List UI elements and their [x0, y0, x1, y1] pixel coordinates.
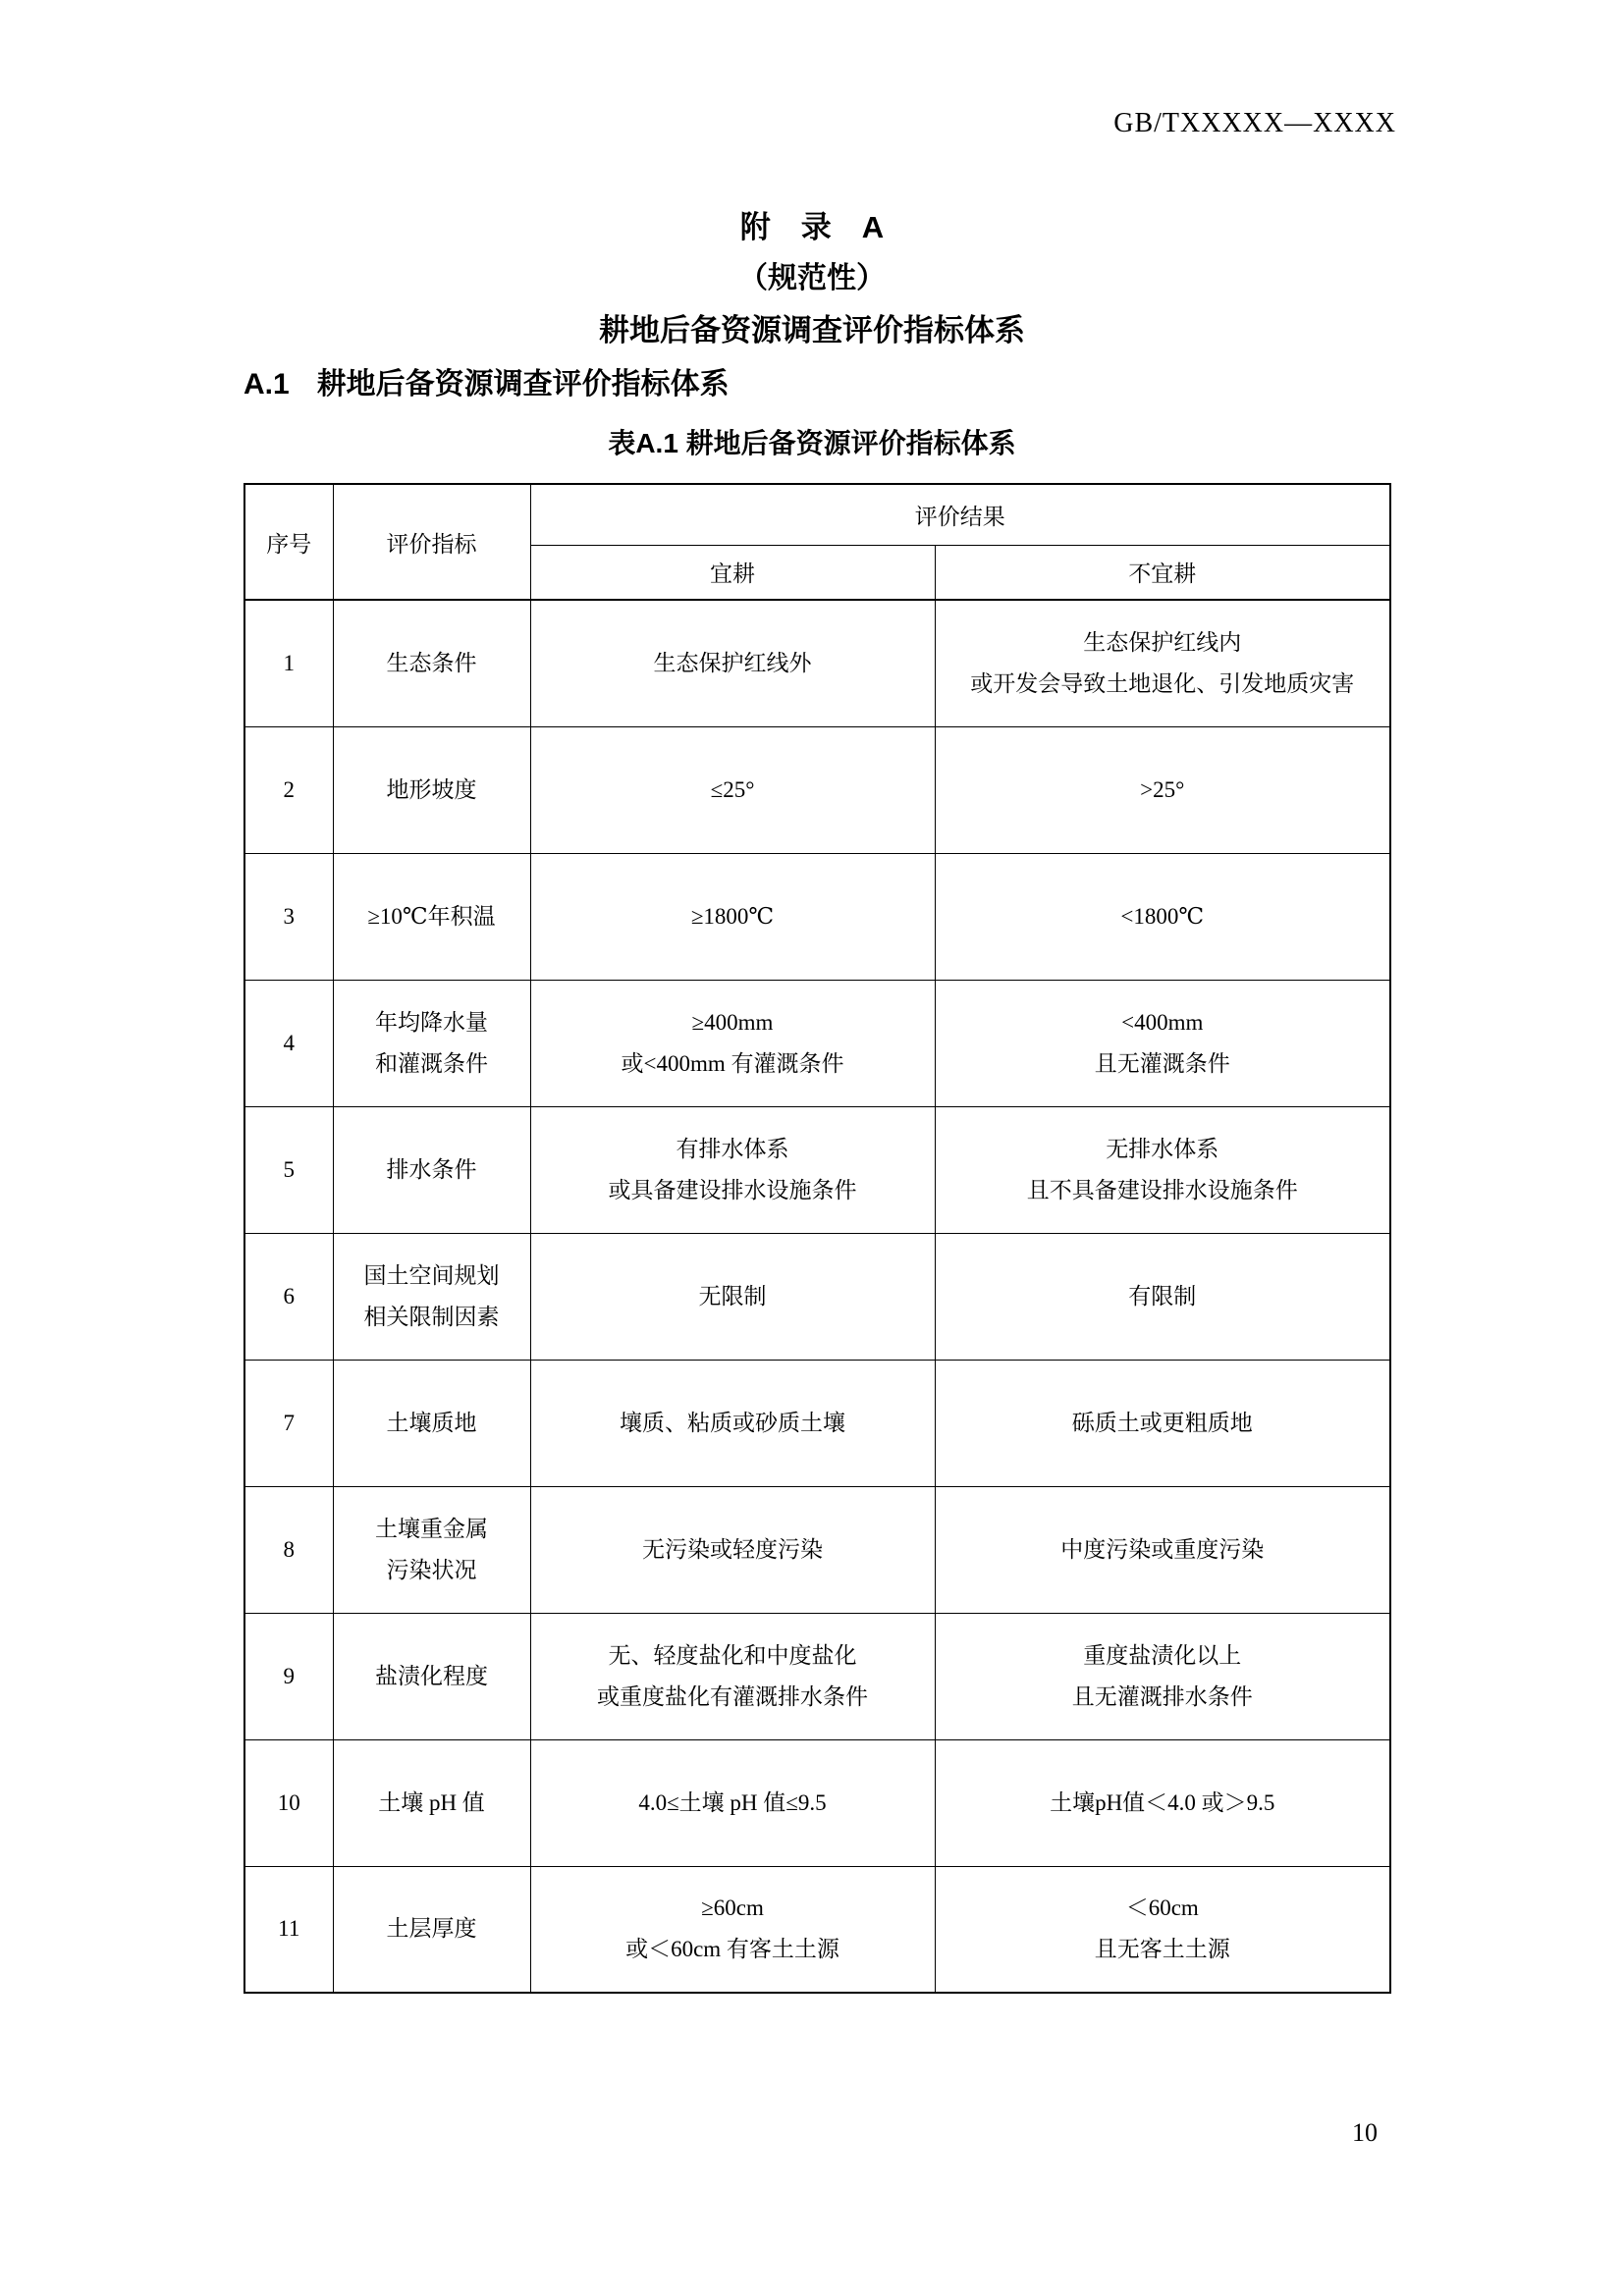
cell-line: <400mm	[1121, 1009, 1204, 1035]
cell-line: 土壤重金属	[375, 1516, 488, 1541]
cell-line: 重度盐渍化以上	[1083, 1642, 1242, 1668]
unsuitable-cell	[935, 1486, 1390, 1613]
section-number: A.1	[244, 368, 290, 400]
cell-line: 土壤pH值＜4.0 或＞9.5	[1050, 1789, 1275, 1815]
table-row	[244, 726, 1390, 853]
indicator-cell	[333, 726, 530, 853]
suitable-cell	[530, 726, 935, 853]
cell-line: 或＜60cm 有客土土源	[625, 1937, 839, 1962]
column-header-suitable: 宜耕	[530, 545, 935, 600]
column-header-index: 序号	[244, 484, 333, 600]
suitable-cell	[530, 980, 935, 1106]
cell-line: 生态保护红线内	[1083, 629, 1242, 655]
table-row	[244, 1739, 1390, 1866]
table-row	[244, 1613, 1390, 1739]
cell-line: 无排水体系	[1106, 1136, 1219, 1161]
row-number-cell	[244, 1739, 333, 1866]
cell-line: 有限制	[1128, 1283, 1197, 1308]
indicator-cell	[333, 1613, 530, 1739]
unsuitable-cell	[935, 1106, 1390, 1233]
suitable-cell	[530, 1613, 935, 1739]
cell-line: 有排水体系	[676, 1136, 789, 1161]
standard-number-header: GB/TXXXXX—XXXX	[1113, 108, 1396, 138]
cell-line: 相关限制因素	[363, 1304, 500, 1329]
row-number-cell	[244, 1613, 333, 1739]
cell-line: 或<400mm 有灌溉条件	[621, 1050, 844, 1076]
indicator-cell	[333, 980, 530, 1106]
indicator-cell	[333, 1486, 530, 1613]
table-caption: 表A.1 耕地后备资源评价指标体系	[608, 428, 1016, 458]
suitable-cell	[530, 853, 935, 980]
suitable-cell	[530, 1866, 935, 1993]
unsuitable-cell	[935, 726, 1390, 853]
indicator-cell	[333, 1106, 530, 1233]
unsuitable-cell	[935, 1613, 1390, 1739]
row-number-cell	[244, 1233, 333, 1360]
cell-line: 6	[283, 1283, 295, 1308]
unsuitable-cell	[935, 1360, 1390, 1486]
unsuitable-cell	[935, 1233, 1390, 1360]
cell-line: 壤质、粘质或砂质土壤	[620, 1410, 845, 1435]
cell-line: ≥60cm	[701, 1896, 764, 1921]
cell-line: 砾质土或更粗质地	[1071, 1410, 1253, 1435]
cell-line: 排水条件	[386, 1156, 477, 1182]
row-number-cell	[244, 1360, 333, 1486]
row-number-cell	[244, 1486, 333, 1613]
cell-line: 或重度盐化有灌溉排水条件	[597, 1683, 868, 1709]
cell-line: <1800℃	[1120, 903, 1205, 929]
cell-line: 4	[283, 1030, 295, 1055]
cell-line: 且无灌溉条件	[1094, 1050, 1230, 1076]
column-header-result: 评价结果	[530, 484, 1390, 545]
cell-line: 土层厚度	[386, 1916, 477, 1942]
header-row-1	[244, 484, 1390, 545]
cell-line: ≤25°	[710, 776, 755, 802]
cell-line: 国土空间规划	[363, 1262, 500, 1288]
cell-line: 生态条件	[386, 650, 477, 675]
row-number-cell	[244, 1106, 333, 1233]
cell-line: 9	[283, 1663, 295, 1688]
cell-line: 4.0≤土壤 pH 值≤9.5	[638, 1789, 827, 1815]
evaluation-indicator-table	[244, 483, 1391, 1994]
indicator-cell	[333, 853, 530, 980]
cell-line: 盐渍化程度	[375, 1663, 488, 1688]
cell-line: 无污染或轻度污染	[642, 1536, 823, 1562]
table-row	[244, 1233, 1390, 1360]
row-number-cell	[244, 726, 333, 853]
cell-line: 且不具备建设排水设施条件	[1026, 1177, 1298, 1202]
normative-label: （规范性）	[738, 262, 886, 294]
cell-line: 或开发会导致土地退化、引发地质灾害	[970, 670, 1355, 696]
unsuitable-cell	[935, 980, 1390, 1106]
cell-line: 土壤质地	[386, 1410, 477, 1435]
indicator-cell	[333, 1233, 530, 1360]
cell-line: 10	[277, 1789, 300, 1815]
cell-line: 3	[283, 903, 295, 929]
cell-line: 7	[283, 1410, 295, 1435]
cell-line: 或具备建设排水设施条件	[608, 1177, 857, 1202]
cell-line: 无、轻度盐化和中度盐化	[608, 1642, 857, 1668]
cell-line: 中度污染或重度污染	[1060, 1536, 1265, 1562]
row-number-cell	[244, 980, 333, 1106]
cell-line: 8	[283, 1536, 295, 1562]
row-number-cell	[244, 853, 333, 980]
appendix-label: 附 录 A	[739, 210, 885, 244]
table-row	[244, 1360, 1390, 1486]
indicator-cell	[333, 600, 530, 726]
cell-line: 且无灌溉排水条件	[1071, 1683, 1253, 1709]
table-row	[244, 600, 1390, 726]
cell-line: 11	[278, 1916, 300, 1942]
suitable-cell	[530, 1233, 935, 1360]
unsuitable-cell	[935, 600, 1390, 726]
table-header	[244, 484, 1390, 600]
row-number-cell	[244, 1866, 333, 1993]
suitable-cell	[530, 600, 935, 726]
appendix-title-block	[0, 202, 1624, 357]
cell-line: 生态保护红线外	[653, 650, 812, 675]
cell-line: 地形坡度	[386, 776, 477, 802]
cell-line: ≥10℃年积温	[367, 903, 496, 929]
section-heading	[244, 359, 730, 402]
cell-line: ≥1800℃	[690, 903, 775, 929]
indicator-cell	[333, 1360, 530, 1486]
table-row	[244, 1106, 1390, 1233]
cell-line: >25°	[1140, 776, 1185, 802]
row-number-cell	[244, 600, 333, 726]
cell-line: 1	[283, 650, 295, 675]
table-row	[244, 1486, 1390, 1613]
suitable-cell	[530, 1486, 935, 1613]
table-row	[244, 980, 1390, 1106]
column-header-indicator: 评价指标	[333, 484, 530, 600]
cell-line: 且无客土土源	[1094, 1937, 1230, 1962]
cell-line: 5	[283, 1156, 295, 1182]
section-title: 耕地后备资源调查评价指标体系	[316, 368, 730, 400]
appendix-title: 耕地后备资源调查评价指标体系	[599, 313, 1025, 347]
unsuitable-cell	[935, 1866, 1390, 1993]
unsuitable-cell	[935, 1739, 1390, 1866]
unsuitable-cell	[935, 853, 1390, 980]
column-header-unsuitable: 不宜耕	[935, 545, 1390, 600]
cell-line: ≥400mm	[691, 1009, 774, 1035]
indicator-cell	[333, 1866, 530, 1993]
suitable-cell	[530, 1106, 935, 1233]
page-number: 10	[1352, 2118, 1378, 2147]
table-body	[244, 600, 1390, 1993]
cell-line: 土壤 pH 值	[378, 1789, 485, 1815]
indicator-cell	[333, 1739, 530, 1866]
cell-line: 和灌溉条件	[375, 1050, 488, 1076]
suitable-cell	[530, 1360, 935, 1486]
cell-line: ＜60cm	[1125, 1896, 1199, 1921]
cell-line: 无限制	[698, 1283, 767, 1308]
cell-line: 2	[283, 776, 295, 802]
suitable-cell	[530, 1739, 935, 1866]
table-row	[244, 853, 1390, 980]
cell-line: 污染状况	[386, 1557, 477, 1582]
table-row	[244, 1866, 1390, 1993]
cell-line: 年均降水量	[375, 1009, 488, 1035]
